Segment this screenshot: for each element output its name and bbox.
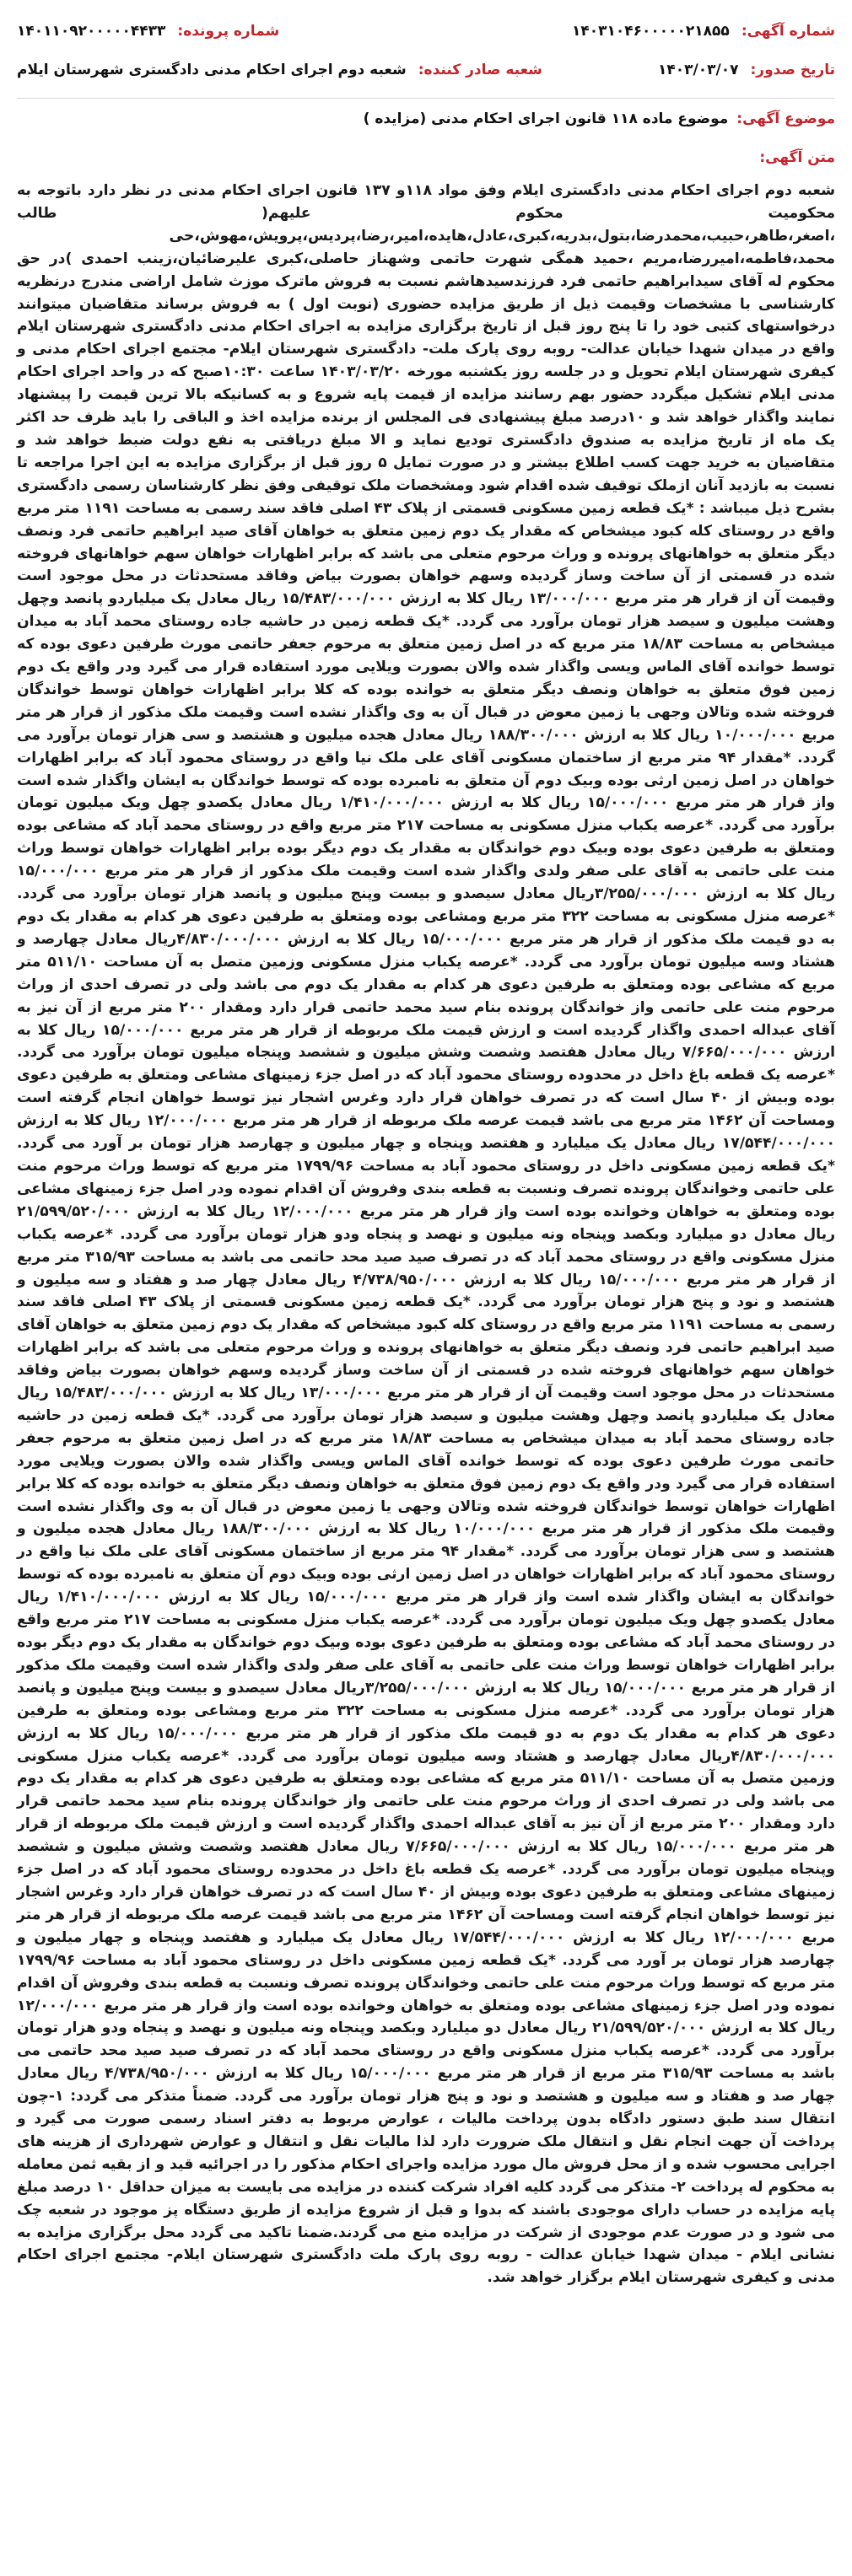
meta-row-numbers	[17, 15, 835, 47]
notice-number-label: شماره آگهی:	[741, 23, 835, 40]
notice-body-text: شعبه دوم اجرای احکام مدنی دادگستری ایلام وفق مواد ۱۱۸و ۱۳۷ قانون اجرای احکام مدنی در نظر دارد باتوجه به محکومیت محکوم علیهم( طالب ،اصغر،طاهر،حبیب،محمدرضا،بتول،بدریه،کبری،عادل،هایده،امیر،رضا،پردیس،پرویش،مهوش،حی محمد،فاطمه،امیررضا،مریم ،حمید همگی شهرت حاتمی وشهناز حاصلی،کبری علیرضائیان،زینب احمدی )در حق محکوم له آقای سیدابراهیم حاتمی فرد فرزندسیدهاشم نسبت به فروش ماترک موزث شامل اراضی مندرج درنظریه کارشناسی با مشخصات وقیمت ذیل از طریق مزایده حضوری (نوبت اول ) به فروش برساند متقاضیان میتوانند درخواستهای کتبی خود را تا پنج روز قبل از تاریخ برگزاری مزایده به اجرای احکام مدنی دادگستری شهرستان ایلام واقع در میدان شهدا خیابان عدالت- روبه روی پارک ملت- دادگستری شهرستان ایلام- مجتمع اجرای احکام مدنی و کیفری شهرستان ایلام تحویل و در جلسه روز یکشنبه مورخه ۱۴۰۳/۰۳/۲۰ ساعت ۱۰:۳۰صبح که در واحد اجرای احکام مدنی ایلام تشکیل میگردد حضور بهم رسانند مزایده از قیمت پایه شروع و به کسانیکه بالا ترین قیمت را پیشنهاد نمایند واگذار خواهد شد و ۱۰درصد مبلغ پیشنهادی فی المجلس از برنده مزایده اخذ و الباقی را باید ظرف حد اکثر یک ماه از تاریخ مزایده به صندوق دادگستری تودیع نماید و الا مبلغ دریافتی به نفع دولت ضبط خواهد شد و متقاضیان به خرید جهت کسب اطلاع بیشتر و در صورت تمایل ۵ روز قبل از برگزاری مزایده به این اجرا مراجعه تا نسبت به بازدید آنان ازملک توقیف شده اقدام شود ومشخصات ملک توقیفی وفق نظر کارشناسان رسمی دادگستری بشرح ذیل میباشد : *یک قطعه زمین مسکونی قسمتی از پلاک ۴۳ اصلی فاقد سند رسمی به مساحت ۱۱۹۱ متر مربع واقع در روستای کله کبود میشخاص که مقدار یک دوم زمین متعلق به خواهان آقای صید ابراهیم حاتمی فرد ونصف دیگر متعلق به خواهانهای پرونده و وراث مرحوم متعلی می باشد که برابر اظهارات خواهان سهم خواهانهای فروخته شده در قسمتی از آن ساخت وساز گردیده وسهم خواهان بصورت بیاض وفاقد مستحدثات در محل موجود است وقیمت آن از قرار هر متر مربع ۱۳/۰۰۰/۰۰۰ ریال کلا به ارزش ۱۵/۴۸۳/۰۰۰/۰۰۰ ریال معادل یک میلیاردو پانصد وچهل وهشت میلیون و سیصد هزار تومان برآورد می گردد. *یک قطعه زمین در حاشیه جاده روستای محمد آباد به میدان میشخاص به مساحت ۱۸/۸۳ متر مربع که در اصل زمین متعلق به مرحوم جعفر حاتمی مورث طرفین دعوی بوده که توسط خوانده آقای الماس ویسی واگذار شده والان بصورت ویلایی مورد استفاده قرار می گیرد ودر واقع یک دوم زمین فوق متعلق به خواهان ونصف دیگر متعلق به خوانده بوده که کلا برابر اظهارات خواهان توسط خواندگان فروخته شده وتالان وجهی یا زمین معوض در قبال آن به وی واگذار نشده است وقیمت ملک مذکور از قرار هر متر مربع ۱۰/۰۰۰/۰۰۰ ریال کلا به ارزش ۱۸۸/۳۰۰/۰۰۰ ریال معادل هجده میلیون و هشتصد و سی هزار تومان برآورد می گردد. *مقدار ۹۴ متر مربع از ساختمان مسکونی آقای علی ملک نیا واقع در روستای محمود آباد که برابر اظهارات خواهان در اصل زمین ارثی بوده وبیک دوم آن متعلق به نامبرده بوده که توسط خواندگان به ایشان واگذار شده است واز قرار هر متر مربع ۱۵/۰۰۰/۰۰۰ ریال کلا به ارزش ۱/۴۱۰/۰۰۰/۰۰۰ ریال معادل یکصدو چهل ویک میلیون تومان برآورد می گردد. *عرصه یکباب منزل مسکونی به مساحت ۲۱۷ متر مربع واقع در روستای محمد آباد که مشاعی بوده ومتعلق به طرفین دعوی بوده وبیک دوم خواندگان به مقدار یک دوم دیگر بوده برابر اظهارات خواهان توسط وراث منت علی حاتمی به آقای علی صفر ولدی واگذار شده است وقیمت ملک مذکور از قرار هر متر مربع ۱۵/۰۰۰/۰۰۰ ریال کلا به ارزش ۳/۲۵۵/۰۰۰/۰۰۰ریال معادل سیصدو و بیست وپنج میلیون و پانصد هزار تومان برآورد می گردد. *عرصه منزل مسکونی به مساحت ۳۲۲ متر مربع ومشاعی بوده ومتعلق به طرفین دعوی هر کدام به مقدار یک دوم به دو قیمت ملک مذکور از قرار هر متر مربع ۱۵/۰۰۰/۰۰۰ ریال کلا به ارزش ۴/۸۳۰/۰۰۰/۰۰۰ریال معادل چهارصد و هشتاد وسه میلیون تومان برآورد می گردد. *عرصه یکباب منزل مسکونی وزمین متصل به آن مساحت ۵۱۱/۱۰ متر مربع که مشاعی بوده ومتعلق به طرفین دعوی هر کدام به مقدار یک دوم می باشد ولی در تصرف احدی از وراث مرحوم منت علی حاتمی واز خواندگان پرونده بنام سید محمد حاتمی قرار دارد ومقدار ۲۰۰ متر مربع از آن نیز به آقای عبداله احمدی واگذار گردیده است و ارزش قیمت ملک مربوطه از قرار هر متر مربع ۱۵/۰۰۰/۰۰۰ ریال کلا به ارزش ۷/۶۶۵/۰۰۰/۰۰۰ ریال معادل هفتصد وشصت وشش میلیون و ششصد وپنجاه میلیون تومان برآورد می گردد. *عرصه یک قطعه باغ داخل در محدوده روستای محمود آباد که در اصل جزء زمینهای مشاعی ومتعلق به طرفین دعوی بوده وبیش از ۴۰ سال است که در تصرف خواهان قرار دارد وغرس اشجار نیز توسط خواهان انجام گرفته است ومساحت آن ۱۴۶۲ متر مربع می باشد قیمت عرصه ملک مربوطه از قرار هر متر مربع ۱۲/۰۰۰/۰۰۰ ریال کلا به ارزش ۱۷/۵۴۴/۰۰۰/۰۰۰ ریال معادل یک میلیارد و هفتصد وپنجاه و چهار میلیون و چهارصد هزار تومان بر آورد می گردد. *یک قطعه زمین مسکونی داخل در روستای محمود آباد به مساحت ۱۷۹۹/۹۶ متر مربع که توسط وراث مرحوم منت علی حاتمی وخواندگان پرونده تصرف ونسبت به قطعه بندی وفروش آن اقدام نموده ودر اصل جزء زمینهای مشاعی بوده ومتعلق به خواهان وخوانده بوده است واز قرار هر متر مربع ۱۲/۰۰۰/۰۰۰ ریال کلا به ارزش ۲۱/۵۹۹/۵۲۰/۰۰۰ ریال معادل دو میلیارد وبکصد وپنجاه ونه میلیون و نهصد و پنجاه ودو هزار تومان برآورد می گردد. *عرصه یکباب منزل مسکونی واقع در روستای محمد آباد که در تصرف صید صید محد حاتمی می باشد به مساحت ۳۱۵/۹۳ متر مربع از قرار هر متر مربع ۱۵/۰۰۰/۰۰۰ ریال کلا به ارزش ۴/۷۳۸/۹۵۰/۰۰۰ ریال معادل چهار صد و هفتاد و سه میلیون و هشتصد و نود و پنج هزار تومان برآورد می گردد. *یک قطعه زمین مسکونی قسمتی از پلاک ۴۳ اصلی فاقد سند رسمی به مساحت ۱۱۹۱ متر مربع واقع در روستای کله کبود میشخاص که مقدار یک دوم زمین متعلق به خواهان آقای صید ابراهیم حاتمی فرد ونصف دیگر متعلق به خواهانهای پرونده و وراث مرحوم متعلی می باشد که برابر اظهارات خواهان سهم خواهانهای فروخته شده در قسمتی از آن ساخت وساز گردیده وسهم خواهان بصورت بیاض وفاقد مستحدثات در محل موجود است وقیمت آن از قرار هر متر مربع ۱۳/۰۰۰/۰۰۰ ریال کلا به ارزش ۱۵/۴۸۳/۰۰۰/۰۰۰ ریال معادل یک میلیاردو پانصد وچهل وهشت میلیون و سیصد هزار تومان برآورد می گردد. *یک قطعه زمین در حاشیه جاده روستای محمد آباد به میدان میشخاص به مساحت ۱۸/۸۳ متر مربع که در اصل زمین متعلق به مرحوم جعفر حاتمی مورث طرفین دعوی بوده که توسط خوانده آقای الماس ویسی واگذار شده والان بصورت ویلایی مورد استفاده قرار می گیرد ودر واقع یک دوم زمین فوق متعلق به خواهان ونصف دیگر متعلق به خوانده بوده که کلا برابر اظهارات خواهان توسط خواندگان فروخته شده وتالان وجهی یا زمین معوض در قبال آن به وی واگذار نشده است وقیمت ملک مذکور از قرار هر متر مربع ۱۰/۰۰۰/۰۰۰ ریال کلا به ارزش ۱۸۸/۳۰۰/۰۰۰ ریال معادل هجده میلیون و هشتصد و سی هزار تومان برآورد می گردد. *مقدار ۹۴ متر مربع از ساختمان مسکونی آقای علی ملک نیا واقع در روستای محمود آباد که برابر اظهارات خواهان در اصل زمین ارثی بوده وبیک دوم آن متعلق به نامبرده بوده که توسط خواندگان به ایشان واگذار شده است واز قرار هر متر مربع ۱۵/۰۰۰/۰۰۰ ریال کلا به ارزش ۱/۴۱۰/۰۰۰/۰۰۰ ریال معادل یکصدو چهل ویک میلیون تومان برآورد می گردد. *عرصه یکباب منزل مسکونی به مساحت ۲۱۷ متر مربع واقع در روستای محمد آباد که مشاعی بوده ومتعلق به طرفین دعوی بوده وبیک دوم خواندگان به مقدار یک دوم دیگر بوده برابر اظهارات خواهان توسط وراث منت علی حاتمی به آقای علی صفر ولدی واگذار شده است وقیمت ملک مذکور از قرار هر متر مربع ۱۵/۰۰۰/۰۰۰ ریال کلا به ارزش ۳/۲۵۵/۰۰۰/۰۰۰ریال معادل سیصدو و بیست وپنج میلیون و پانصد هزار تومان برآورد می گردد. *عرصه منزل مسکونی به مساحت ۳۲۲ متر مربع ومشاعی بوده ومتعلق به طرفین دعوی هر کدام به مقدار یک دوم به دو قیمت ملک مذکور از قرار هر متر مربع ۱۵/۰۰۰/۰۰۰ ریال کلا به ارزش ۴/۸۳۰/۰۰۰/۰۰۰ریال معادل چهارصد و هشتاد وسه میلیون تومان برآورد می گردد. *عرصه یکباب منزل مسکونی وزمین متصل به آن مساحت ۵۱۱/۱۰ متر مربع که مشاعی بوده ومتعلق به طرفین دعوی هر کدام به مقدار یک دوم می باشد ولی در تصرف احدی از وراث مرحوم منت علی حاتمی واز خواندگان پرونده بنام سید محمد حاتمی قرار دارد ومقدار ۲۰۰ متر مربع از آن نیز به آقای عبداله احمدی واگذار گردیده است و ارزش قیمت ملک مربوطه از قرار هر متر مربع ۱۵/۰۰۰/۰۰۰ ریال کلا به ارزش ۷/۶۶۵/۰۰۰/۰۰۰ ریال معادل هفتصد وشصت وشش میلیون و ششصد وپنجاه میلیون تومان برآورد می گردد. *عرصه یک قطعه باغ داخل در محدوده روستای محمود آباد که در اصل جزء زمینهای مشاعی ومتعلق به طرفین دعوی بوده وبیش از ۴۰ سال است که در تصرف خواهان قرار دارد وغرس اشجار نیز توسط خواهان انجام گرفته است ومساحت آن ۱۴۶۲ متر مربع می باشد قیمت عرصه ملک مربوطه از قرار هر متر مربع ۱۲/۰۰۰/۰۰۰ ریال کلا به ارزش ۱۷/۵۴۴/۰۰۰/۰۰۰ ریال معادل یک میلیارد و هفتصد وپنجاه و چهار میلیون و چهارصد هزار تومان بر آورد می گردد. *یک قطعه زمین مسکونی داخل در روستای محمود آباد به مساحت ۱۷۹۹/۹۶ متر مربع که توسط وراث مرحوم منت علی حاتمی وخواندگان پرونده تصرف ونسبت به قطعه بندی وفروش آن اقدام نموده ودر اصل جزء زمینهای مشاعی بوده ومتعلق به خواهان وخوانده بوده است واز قرار هر متر مربع ۱۲/۰۰۰/۰۰۰ ریال کلا به ارزش ۲۱/۵۹۹/۵۲۰/۰۰۰ ریال معادل دو میلیارد وبکصد وپنجاه ونه میلیون و نهصد و پنجاه ودو هزار تومان برآورد می گردد. *عرصه یکباب منزل مسکونی واقع در روستای محمد آباد که در تصرف صید صید محد حاتمی می باشد به مساحت ۳۱۵/۹۳ متر مربع از قرار هر متر مربع ۱۵/۰۰۰/۰۰۰ ریال کلا به ارزش ۴/۷۳۸/۹۵۰/۰۰۰ ریال معادل چهار صد و هفتاد و سه میلیون و هشتصد و نود و پنج هزار تومان برآورد می گردد. ضمناً متذکر می گردد: ۱-چون انتقال سند طبق دستور دادگاه بدون پرداخت مالیات ، عوارض مربوط به دفتر اسناد رسمی صورت می گیرد و پرداخت آن جهت انجام نقل و انتقال ملک ضرورت دارد لذا مالیات نقل و انتقال و عوارض شهرداری از هزینه های اجرایی محسوب شده و از محل فروش مال مورد مزایده واجرای احکام مذکور را در اجرائیه قید و از بقیه ثمن معامله به محکوم له پرداخت ۲- متذکر می گردد کلیه افراد شرکت کننده در مزایده می بایست به میزان حداقل ۱۰ درصد مبلغ پایه مزایده در حساب دارای موجودی باشند که بدوا و قبل از شروع مزایده از طریق دستگاه پز موجود در شعبه چک می شود و در صورت عدم موجودی از شرکت در مزایده منع می گردند.ضمنا تاکید می گردد محل برگزاری مزایده به نشانی ایلام - میدان شهدا خیابان عدالت - روبه روی پارک ملت دادگستری شهرستان ایلام- مجتمع اجرای احکام مدنی و کیفری شهرستان ایلام برگزار خواهد شد.	[17, 182, 836, 2287]
subject-label: موضوع آگهی:	[736, 110, 835, 127]
notice-number-value: ۱۴۰۳۱۰۴۶۰۰۰۰۰۲۱۸۵۵	[572, 23, 730, 40]
issue-date-value: ۱۴۰۳/۰۳/۰۷	[658, 62, 739, 78]
issuer	[17, 62, 542, 78]
notice-subject	[17, 110, 835, 127]
body-label: متن آگهی:	[759, 149, 835, 166]
issue-date	[658, 62, 835, 78]
case-number-label: شماره پرونده:	[177, 23, 280, 40]
subject-value: موضوع ماده ۱۱۸ قانون اجرای احکام مدنی (مزایده )	[363, 110, 729, 127]
issue-date-label: تاریخ صدور:	[750, 62, 835, 78]
notice-number	[572, 23, 835, 40]
case-number-value: ۱۴۰۱۱۰۹۲۰۰۰۰۰۴۴۳۳	[17, 23, 166, 40]
header-divider	[17, 98, 835, 99]
meta-row-issue	[17, 54, 835, 86]
body-label-row	[17, 149, 835, 166]
case-number	[17, 23, 279, 40]
issuer-value: شعبه دوم اجرای احکام مدنی دادگستری شهرستان ایلام	[17, 62, 407, 78]
issuer-label: شعبه صادر کننده:	[418, 62, 542, 78]
